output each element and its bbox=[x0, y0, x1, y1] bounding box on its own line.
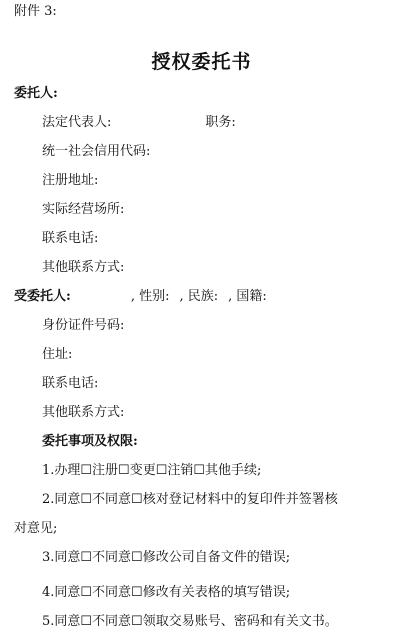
authority-heading: 委托事项及权限: bbox=[42, 434, 138, 449]
legal-rep-row bbox=[42, 115, 236, 131]
authority-item-continuation: 对意见; bbox=[14, 521, 58, 536]
document-title: 授权委托书 bbox=[151, 51, 252, 73]
position-label: 职务: bbox=[205, 115, 236, 130]
gender-label: , 性别: bbox=[130, 289, 170, 304]
authority-item: 2.同意☐不同意☐核对登记材料中的复印件并签署核 bbox=[42, 492, 338, 507]
ethnicity-label: , 民族: bbox=[179, 289, 219, 304]
authority-item: 3.同意☐不同意☐修改公司自备文件的错误; bbox=[42, 550, 291, 565]
principal-phone-label: 联系电话: bbox=[42, 231, 99, 246]
legal-rep-label: 法定代表人: bbox=[42, 115, 112, 130]
registered-address-label: 注册地址: bbox=[42, 173, 99, 188]
agent-phone-label: 联系电话: bbox=[42, 376, 99, 391]
credit-code-label: 统一社会信用代码: bbox=[42, 144, 151, 159]
agent-address-label: 住址: bbox=[42, 347, 73, 362]
attachment-label: 附件 3: bbox=[14, 4, 57, 19]
agent-row bbox=[14, 289, 267, 305]
business-address-label: 实际经营场所: bbox=[42, 202, 125, 217]
authority-item: 4.同意☐不同意☐修改有关表格的填写错误; bbox=[42, 585, 291, 600]
authority-item: 1.办理☐注册☐变更☐注销☐其他手续; bbox=[42, 463, 262, 478]
authority-item: 5.同意☐不同意☐领取交易账号、密码和有关文书。 bbox=[42, 614, 338, 629]
principal-other-contact-label: 其他联系方式: bbox=[42, 260, 125, 275]
agent-heading: 受委托人: bbox=[14, 289, 71, 304]
principal-heading: 委托人: bbox=[14, 86, 58, 101]
nationality-label: , 国籍: bbox=[228, 289, 267, 304]
id-number-label: 身份证件号码: bbox=[42, 318, 125, 333]
agent-other-contact-label: 其他联系方式: bbox=[42, 405, 125, 420]
